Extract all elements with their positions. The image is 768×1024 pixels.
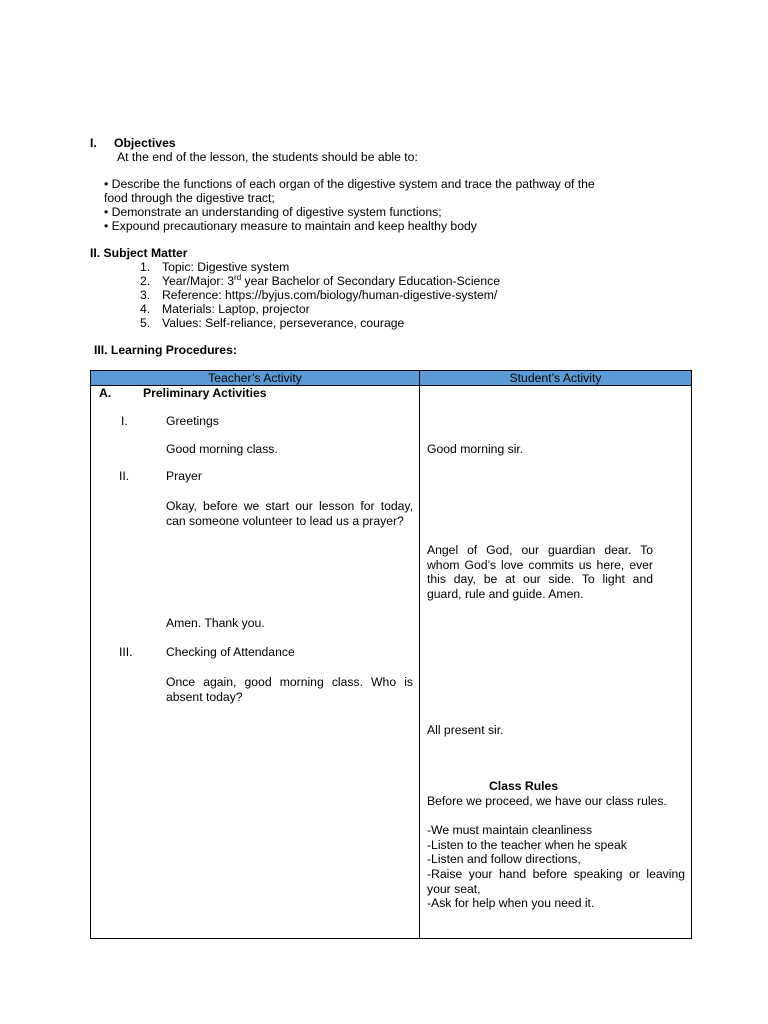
student-attendance: All present sir. (427, 723, 504, 737)
attendance-num: III. (119, 645, 133, 659)
bullet-icon: • (104, 177, 109, 191)
objective-bullet-1-continued: food through the digestive tract; (104, 191, 275, 205)
objective-text: Expound precautionary measure to maintain and keep healthy body (111, 219, 477, 233)
subject-item-3-num: 3. (140, 288, 151, 302)
teacher-amen: Amen. Thank you. (166, 616, 265, 630)
subject-matter-heading: II. Subject Matter (90, 246, 188, 260)
subject-item-2-pre: Year/Major: 3 (162, 274, 235, 288)
objective-bullet-2 (104, 205, 442, 219)
class-rule-3: -Listen and follow directions, (427, 852, 581, 866)
class-rule-5: -Ask for help when you need it. (427, 896, 595, 910)
class-rules-title: Class Rules (489, 779, 559, 793)
student-greeting: Good morning sir. (427, 442, 524, 456)
subject-item-2-sup: rd (234, 273, 242, 282)
objective-bullet-1 (104, 177, 595, 191)
student-prayer: Angel of God, our guardian dear. To whom God’s love commits us here, ever this day, be at our side. To light and guard, rule and guide. Amen. (427, 543, 653, 601)
objectives-intro: At the end of the lesson, the students should be able to: (117, 150, 418, 164)
objective-text: Describe the functions of each organ of the digestive system and trace the pathway of the (111, 177, 595, 191)
subject-item-5: Values: Self-reliance, perseverance, courage (162, 316, 405, 330)
subject-item-3: Reference: https://byjus.com/biology/human-digestive-system/ (162, 288, 498, 302)
prayer-num: II. (119, 469, 130, 483)
prayer-label: Prayer (166, 469, 202, 483)
subject-item-2 (162, 274, 500, 288)
subject-item-5-num: 5. (140, 316, 151, 330)
bullet-icon: • (104, 205, 109, 219)
subject-item-2-num: 2. (140, 274, 151, 288)
greetings-label: Greetings (166, 414, 219, 428)
class-rule-4: -Raise your hand before speaking or leaving your seat, (427, 867, 685, 896)
objectives-heading: Objectives (114, 136, 176, 150)
bullet-icon: • (104, 219, 109, 233)
section-letter: A. (99, 386, 112, 400)
class-rules-intro: Before we proceed, we have our class rules. (427, 794, 667, 808)
subject-item-2-post: year Bachelor of Secondary Education-Science (241, 274, 500, 288)
attendance-label: Checking of Attendance (166, 645, 295, 659)
objectives-numeral: I. (90, 136, 97, 150)
teacher-attendance-question: Once again, good morning class. Who is absent today? (166, 675, 413, 704)
objective-text: Demonstrate an understanding of digestive system functions; (111, 205, 442, 219)
subject-item-1: Topic: Digestive system (162, 260, 290, 274)
procedures-heading: III. Learning Procedures: (94, 343, 237, 357)
teacher-activity-header: Teacher’s Activity (208, 371, 302, 385)
subject-item-4: Materials: Laptop, projector (162, 302, 310, 316)
class-rule-1: -We must maintain cleanliness (427, 823, 593, 837)
column-divider (419, 371, 420, 938)
student-activity-header: Student’s Activity (509, 371, 602, 385)
subject-item-1-num: 1. (140, 260, 151, 274)
class-rule-2: -Listen to the teacher when he speak (427, 838, 627, 852)
objective-bullet-3 (104, 219, 477, 233)
teacher-prayer-request: Okay, before we start our lesson for today, can someone volunteer to lead us a prayer? (166, 499, 413, 528)
activity-table (90, 370, 692, 939)
teacher-greeting: Good morning class. (166, 442, 278, 456)
section-title: Preliminary Activities (143, 386, 267, 400)
greetings-num: I. (121, 414, 128, 428)
subject-item-4-num: 4. (140, 302, 151, 316)
